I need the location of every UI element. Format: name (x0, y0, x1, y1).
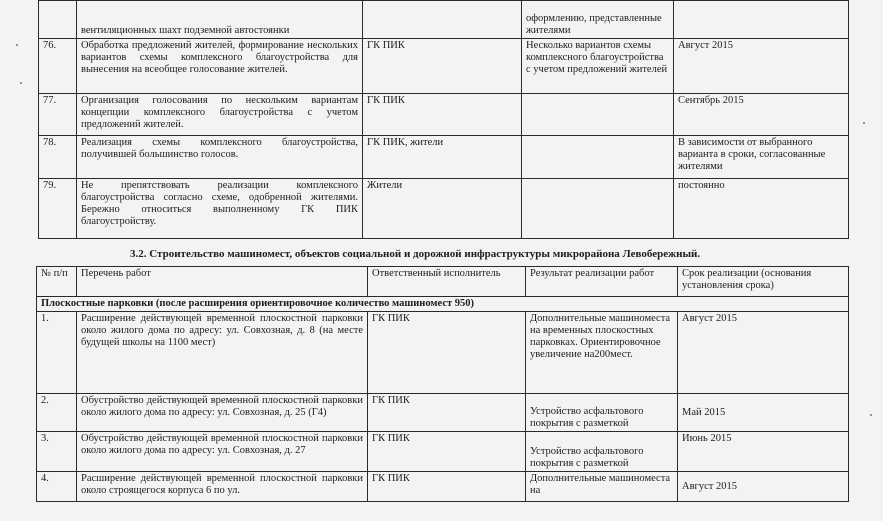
result-cell: оформлению, представленные жителями (522, 1, 674, 39)
executor-cell: ГК ПИК (363, 94, 522, 136)
scan-speck (870, 414, 872, 416)
row-number: 77. (39, 94, 77, 136)
result-cell: Устройство асфальтового покрытия с разметкой (526, 394, 678, 432)
row-number: 2. (37, 394, 77, 432)
term-cell (674, 1, 849, 39)
header-result: Результат реализации работ (526, 267, 678, 297)
term-cell: В зависимости от выбранного варианта в сроки, согласованные жителями (674, 136, 849, 179)
scan-speck (863, 122, 865, 124)
executor-cell: ГК ПИК (368, 394, 526, 432)
works-table-continued (38, 0, 849, 239)
work-description: Обустройство действующей временной плоскостной парковки около жилого дома по адресу: ул. Совхозная, д. 25 (Г4) (77, 394, 368, 432)
executor-cell: ГК ПИК (368, 432, 526, 472)
table-row (37, 394, 849, 432)
table-row (39, 39, 849, 94)
work-description: Расширение действующей временной плоскостной парковки около жилого дома по адресу: ул. Совхозная, д. 8 (на месте будущей школы на 1100 мест) (77, 312, 368, 394)
executor-cell: ГК ПИК (368, 312, 526, 394)
result-cell: Дополнительные машиноместа на временных плоскостных парковках. Ориентировочное увеличение на200мест. (526, 312, 678, 394)
section-title: 3.2. Строительство машиномест, объектов социальной и дорожной инфраструктуры микрорайона Левобережный. (130, 248, 701, 260)
term-cell: Сентябрь 2015 (674, 94, 849, 136)
result-cell (522, 136, 674, 179)
row-number: 1. (37, 312, 77, 394)
table-row (37, 312, 849, 394)
result-cell: Дополнительные машиноместа на (526, 472, 678, 502)
result-cell (522, 179, 674, 239)
table-row (37, 432, 849, 472)
row-number: 4. (37, 472, 77, 502)
header-num: № п/п (37, 267, 77, 297)
executor-cell: ГК ПИК, жители (363, 136, 522, 179)
header-term: Срок реализации (основания установления срока) (678, 267, 849, 297)
term-cell: Май 2015 (678, 394, 849, 432)
table-row (39, 136, 849, 179)
work-description: Обработка предложений жителей, формирование нескольких вариантов схемы комплексного благоустройства для вынесения на всеобщее голосование жителей. (77, 39, 363, 94)
header-work: Перечень работ (77, 267, 368, 297)
result-cell: Устройство асфальтового покрытия с разметкой (526, 432, 678, 472)
term-cell: постоянно (674, 179, 849, 239)
term-cell: Июнь 2015 (678, 432, 849, 472)
scan-speck (16, 44, 18, 46)
result-cell: Несколько вариантов схемы комплексного благоустройства с учетом предложений жителей (522, 39, 674, 94)
row-number (39, 1, 77, 39)
work-description: Организация голосования по нескольким вариантам концепции комплексного благоустройства с учетом предложений жителей. (77, 94, 363, 136)
work-description: Реализация схемы комплексного благоустройства, получившей большинство голосов. (77, 136, 363, 179)
header-executor: Ответственный исполнитель (368, 267, 526, 297)
executor-cell: ГК ПИК (368, 472, 526, 502)
term-cell: Август 2015 (678, 312, 849, 394)
scan-speck (20, 82, 22, 84)
row-number: 76. (39, 39, 77, 94)
work-description: Расширение действующей временной плоскостной парковки около строящегося корпуса 6 по ул. (77, 472, 368, 502)
table-row (39, 1, 849, 39)
executor-cell (363, 1, 522, 39)
table-row (39, 94, 849, 136)
term-cell: Август 2015 (678, 472, 849, 502)
table-row (39, 179, 849, 239)
table-header-row (37, 267, 849, 297)
parking-works-table (36, 266, 849, 502)
subheader-parkings: Плоскостные парковки (после расширения ориентировочное количество машиномест 950) (37, 297, 849, 312)
work-description: Не препятствовать реализации комплексного благоустройства согласно схеме, одобренной жителями. Бережно относиться выполненному ГК ПИК благоустройству. (77, 179, 363, 239)
executor-cell: Жители (363, 179, 522, 239)
row-number: 79. (39, 179, 77, 239)
row-number: 78. (39, 136, 77, 179)
table-subheader-row (37, 297, 849, 312)
table-row (37, 472, 849, 502)
work-description: Обустройство действующей временной плоскостной парковки около жилого дома по адресу: ул. Совхозная, д. 27 (77, 432, 368, 472)
result-cell (522, 94, 674, 136)
work-description: вентиляционных шахт подземной автостоянки (77, 1, 363, 39)
term-cell: Август 2015 (674, 39, 849, 94)
executor-cell: ГК ПИК (363, 39, 522, 94)
row-number: 3. (37, 432, 77, 472)
